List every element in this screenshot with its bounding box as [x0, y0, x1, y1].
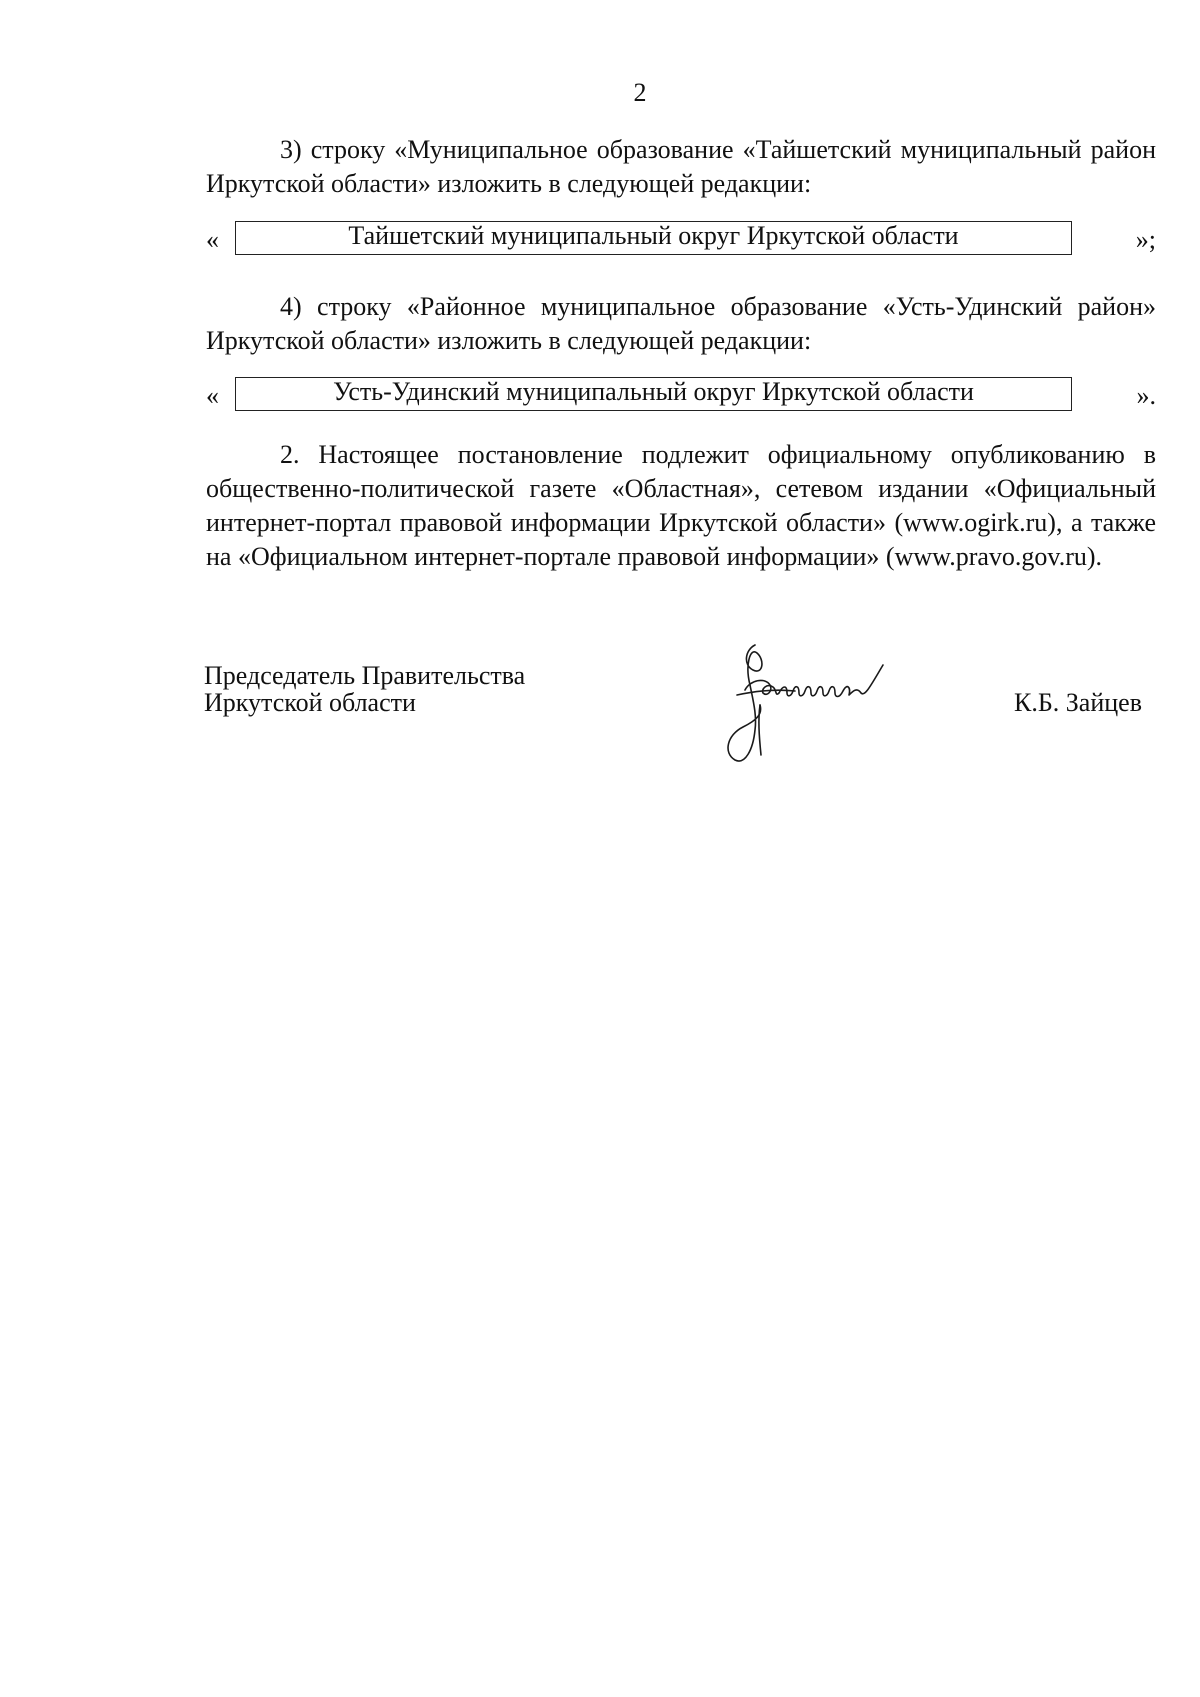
- signer-title-line-1: Председатель Правительства: [204, 661, 526, 690]
- handwritten-signature: [715, 635, 955, 775]
- closing-quote: »;: [1135, 225, 1156, 254]
- item-4-paragraph: 4) строку «Районное муниципальное образование «Усть-Удинский район» Иркутской области» изложить в следующей редакции:: [206, 292, 1156, 355]
- item-3-paragraph: 3) строку «Муниципальное образование «Тайшетский муниципальный район Иркутской области» изложить в следующей редакции:: [206, 135, 1156, 198]
- item-3-replacement-row: [206, 221, 1156, 257]
- opening-quote: «: [206, 225, 219, 254]
- closing-quote: ».: [1136, 381, 1156, 410]
- replacement-text-box: Усть-Удинский муниципальный округ Иркутской области: [235, 377, 1072, 411]
- publication-paragraph: 2. Настоящее постановление подлежит официальному опубликованию в общественно-политической газете «Областная», сетевом издании «Официальный интернет-портал правовой информации Иркутской области» (www.ogirk.ru), а также на «Официальном интернет-портале правовой информации» (www.pravo.gov.ru).: [206, 440, 1156, 571]
- page-number: 2: [633, 78, 647, 107]
- signer-title-line-2: Иркутской области: [204, 688, 416, 717]
- replacement-text-box: Тайшетский муниципальный округ Иркутской области: [235, 221, 1072, 255]
- opening-quote: «: [206, 381, 219, 410]
- signer-title: [204, 662, 525, 716]
- signer-name: К.Б. Зайцев: [1014, 688, 1142, 717]
- item-4-replacement-row: [206, 377, 1156, 413]
